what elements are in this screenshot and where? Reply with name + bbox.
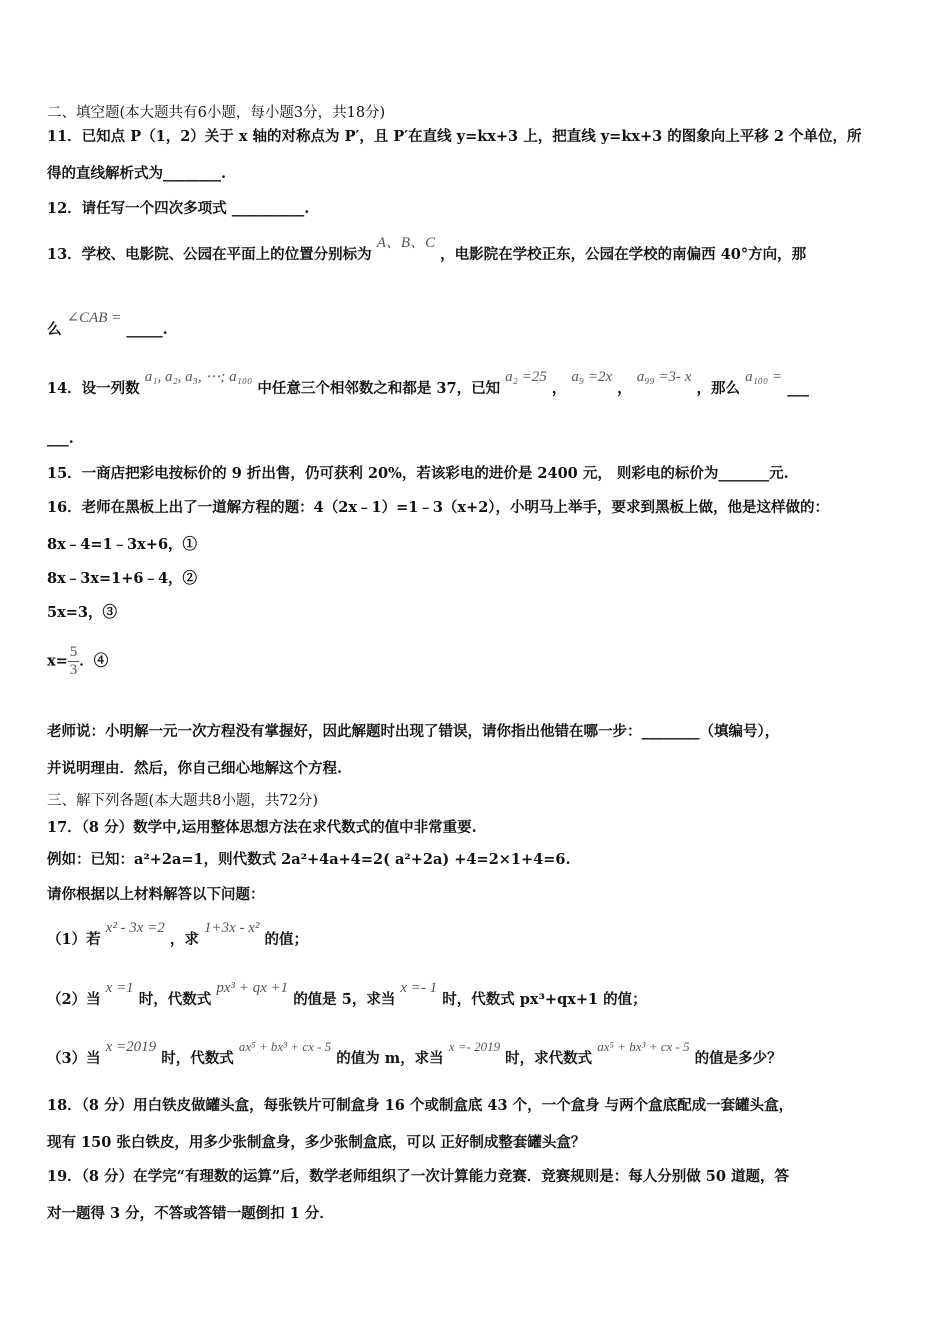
q17-p1-mid: ，求 (169, 931, 199, 948)
q13-line2-pre: 么 (47, 321, 62, 338)
q13-line2-post: _____. (126, 321, 168, 338)
q17-line1: 17．（8 分）数学中,运用整体思想方法在求代数式的值中非常重要. (47, 819, 477, 836)
q17-instruction: 请你根据以上材料解答以下问题： (47, 886, 265, 903)
q18-line2: 现有 150 张白铁皮，用多少张制盒身，多少张制盒底，可以 正好制成整套罐头盒？ (47, 1134, 586, 1151)
q17-p2-math3: x =- 1 (400, 980, 438, 996)
q17-p1-math1: x² - 3x =2 (105, 920, 165, 936)
q17-p1-pre: （1）若 (47, 931, 101, 948)
q12: 12．请任写一个四次多项式 __________. (47, 200, 310, 217)
q18-line1: 18．（8 分）用白铁皮做罐头盒，每张铁片可制盒身 16 个或制盒底 43 个，一个盒身 与两个盒底配成一套罐头盒， (47, 1097, 794, 1114)
q17-p1-math2: 1+3x - x² (203, 920, 260, 936)
q17-p3-mid3: 时，求代数式 (505, 1050, 593, 1067)
q17-p3-post: 的值是多少？ (694, 1050, 782, 1067)
q14-comma2: ， (617, 380, 632, 397)
q14-math-a9: a₉ =2x (571, 369, 613, 385)
q14-math-a99: a₉₉ =3- x (636, 369, 692, 385)
q17-p2-mid2: 的值是 5，求当 (293, 991, 396, 1008)
q17-p2-mid1: 时，代数式 (138, 991, 212, 1008)
q13-post: ，电影院在学校正东，公园在学校的南偏西 40°方向，那 (440, 246, 807, 263)
q14-mid: 中任意三个相邻数之和都是 37，已知 (257, 380, 501, 397)
q17-part3 (47, 1039, 782, 1069)
q17-p2-math1: x =1 (105, 980, 134, 996)
q17-p3-mid1: 时，代数式 (161, 1050, 234, 1067)
q11-line1: 11．已知点 P（1，2）关于 x 轴的对称点为 P′，且 P′在直线 y=kx+3 上，把直线 y=kx+3 的图象向上平移 2 个单位，所 (47, 128, 862, 145)
q17-p1-post: 的值； (264, 931, 308, 948)
q14-math-a2: a₂ =25 (505, 369, 547, 385)
q14-pre: 14．设一列数 (47, 380, 140, 397)
q16-step2: 8x﹣3x=1+6﹣4，② (47, 570, 198, 587)
q17-part2 (47, 980, 647, 1010)
q13-math-angle: ∠CAB = (66, 310, 122, 326)
q14-line2: ___. (47, 430, 74, 447)
q13-math-points: A、B、C (376, 235, 436, 251)
q16-teacher-line2: 并说明理由．然后，你自己细心地解这个方程. (47, 760, 343, 777)
q16-step4-pre: x= (47, 652, 68, 670)
q15: 15．一商店把彩电按标价的 9 折出售，仍可获利 20%，若该彩电的进价是 2400 元， 则彩电的标价为_______元. (47, 465, 789, 482)
q17-p2-pre: （2）当 (47, 991, 101, 1008)
q16-line1: 16．老师在黑板上出了一道解方程的题：4（2x﹣1）=1﹣3（x+2），小明马上举手，要求到黑板上做，他是这样做的： (47, 499, 830, 516)
q19-line2: 对一题得 3 分，不答或答错一题倒扣 1 分． (47, 1205, 334, 1222)
q17-p2-math2: px³ + qx +1 (216, 980, 289, 996)
q16-step4-post: ．④ (79, 652, 109, 670)
q14-post: ，那么 (696, 380, 741, 397)
q13-line1 (47, 235, 807, 265)
fraction-denominator: 3 (69, 662, 78, 678)
q14-line1 (47, 369, 809, 399)
section-3-header: 三、解下列各题(本大题共8小题，共72分) (47, 793, 318, 809)
q17-p3-math3: x =- 2019 (448, 1039, 501, 1054)
fraction-numerator: 5 (69, 644, 78, 660)
q17-p3-pre: （3）当 (47, 1050, 101, 1067)
q16-step4 (47, 644, 108, 679)
fraction-five-thirds (68, 644, 80, 679)
q17-part1 (47, 920, 308, 950)
q17-example: 例如：已知：a²+2a=1，则代数式 2a²+4a+4=2( a²+2a) +4=2×1+4=6. (47, 851, 571, 868)
q17-p3-math4: ax⁵ + bx³ + cx - 5 (597, 1039, 690, 1054)
q16-step3: 5x=3，③ (47, 604, 117, 621)
q17-p2-post: 时，代数式 px³+qx+1 的值； (442, 991, 647, 1008)
q17-p3-mid2: 的值为 m，求当 (336, 1050, 444, 1067)
q17-p3-math2: ax⁵ + bx³ + cx - 5 (238, 1039, 332, 1054)
q14-comma1: ， (551, 380, 567, 397)
section-2-header: 二、填空题(本大题共有6小题，每小题3分，共18分) (47, 105, 386, 121)
q16-teacher-line1: 老师说：小明解一元一次方程没有掌握好，因此解题时出现了错误，请你指出他错在哪一步：________（填编号）， (47, 723, 780, 740)
q11-line2: 得的直线解析式为________. (47, 165, 227, 182)
q14-math-seq: a₁, a₂, a₃, ⋯; a₁₀₀ (144, 369, 253, 385)
q14-blank: ___ (787, 380, 809, 397)
q19-line1: 19．（8 分）在学完“有理数的运算”后，数学老师组织了一次计算能力竞赛．竞赛规则是：每人分别做 50 道题，答 (47, 1168, 790, 1185)
q13-line2 (47, 310, 168, 340)
q17-p3-math1: x =2019 (105, 1039, 157, 1055)
q16-step1: 8x﹣4=1﹣3x+6，① (47, 536, 198, 553)
q14-math-a100: a₁₀₀ = (745, 369, 783, 385)
q13-pre: 13．学校、电影院、公园在平面上的位置分别标为 (47, 246, 372, 263)
